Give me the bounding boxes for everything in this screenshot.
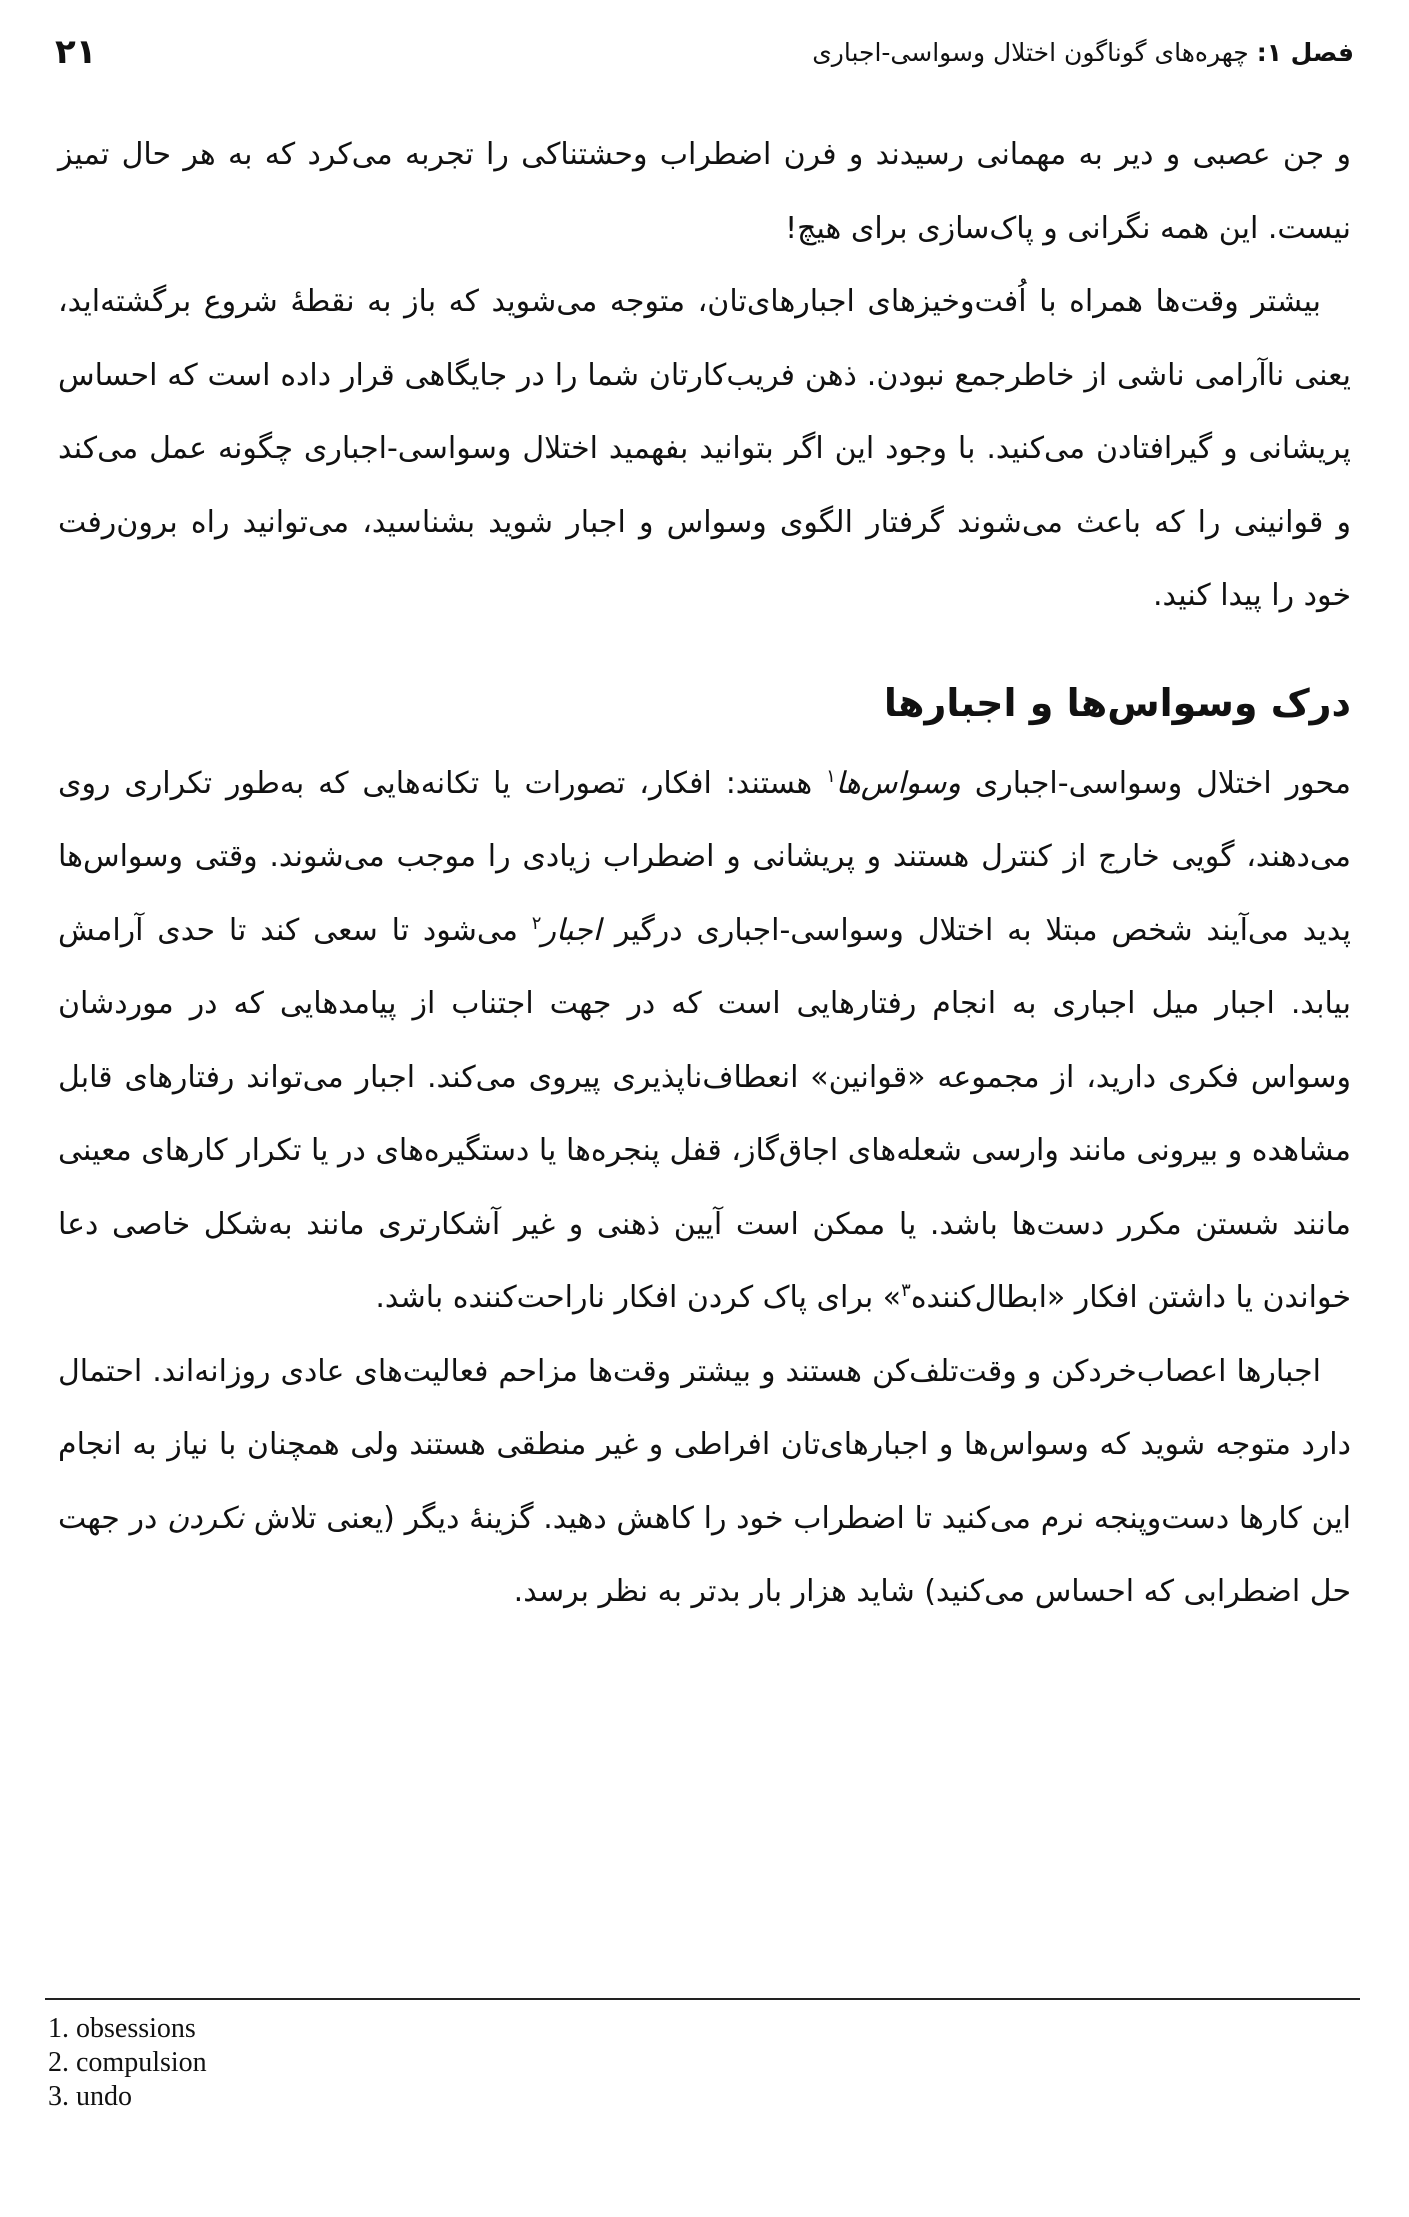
paragraph-3 [58,747,1351,1335]
paragraph-4 [58,1335,1351,1629]
chapter-label: فصل ۱: [1256,37,1354,67]
chapter-title [812,38,1354,67]
footnote-3: 3. undo [48,2081,132,2112]
emphasis-word: نکردن [167,1500,244,1536]
body-text [58,118,1351,1629]
footnote-divider [45,1998,1360,2000]
term-compulsion: اجبار [541,912,602,948]
running-head [55,22,1354,82]
footnote-1: 1. obsessions [48,2013,196,2044]
text-run: هستند: افکار، تصورات یا تکانه‌هایی که به‌طور تکراری روی می‌دهند، گویی خارج از کنترل هستند و پریشانی و اضطراب زیادی را موجب می‌شوند. وقتی وسواس‌ها پدید می‌آیند شخص مبتلا به اختلال وسواسی-اجباری درگیر [58,765,1351,948]
footnote-ref-3: ۳ [901,1280,911,1301]
footnotes [48,2012,207,2114]
text-run: اجبارها اعصاب‌خردکن و وقت‌تلف‌کن هستند و بیشتر وقت‌ها مزاحم فعالیت‌های عادی روزانه‌اند. احتمال دارد متوجه شوید که وسواس‌ها و اجبارهای‌تان افراطی و غیر منطقی هستند ولی همچنان با نیاز به انجام این کارها دست‌وپنجه نرم می‌کنید تا اضطراب خود را کاهش دهید. گزینهٔ دیگر (یعنی تلاش [58,1353,1352,1536]
page-number: ۲۱ [55,32,97,72]
paragraph-1: و جن عصبی و دیر به مهمانی رسیدند و فرن اضطراب وحشتناکی را تجربه می‌کرد که به هر حال تمیز نیست. این همه نگرانی و پاک‌سازی برای هیچ! [58,137,1351,246]
chapter-name: چهره‌های گوناگون اختلال وسواسی-اجباری [812,37,1249,67]
footnote-ref-2: ۲ [531,912,542,934]
text-run: » برای پاک کردن افکار ناراحت‌کننده باشد. [375,1280,902,1315]
text-run: محور اختلال وسواسی-اجباری [960,765,1351,801]
paragraph-2: بیشتر وقت‌ها همراه با اُفت‌وخیزهای اجبارهای‌تان، متوجه می‌شوید که باز به نقطهٔ شروع برگشته‌اید، یعنی ناآرامی ناشی از خاطرجمع نبودن. ذهن فریب‌کارتان شما را در جایگاهی قرار داده است که احساس پریشانی و گیرافتادن می‌کنید. با وجود این اگر بتوانید بفهمید اختلال وسواسی-اجباری چگونه عمل می‌کند و قوانینی را که باعث می‌شوند گرفتار الگوی وسواس و اجبار شوید بشناسید، می‌توانید راه برون‌رفت خود را پیدا کنید. [58,284,1351,613]
term-obsessions: وسواس‌ها [835,765,961,801]
footnote-ref-1: ۱ [826,765,836,787]
footnote-2: 2. compulsion [48,2047,207,2078]
section-heading: درک وسواس‌ها و اجبارها [883,680,1351,725]
text-run: می‌شود تا سعی کند تا حدی آرامش بیابد. اجبار میل اجباری به انجام رفتارهایی است که در جهت اجتناب از پیامدهایی که در موردشان وسواس فکری دارید، از مجموعه «قوانین» انعطاف‌ناپذیری پیروی می‌کند. اجبار می‌تواند رفتارهای قابل مشاهده و بیرونی مانند وارسی شعله‌های اجاق‌گاز، قفل پنجره‌ها یا دستگیره‌های در یا تکرار کارهای معینی مانند شستن مکرر دست‌ها باشد. یا ممکن است آیین ذهنی و غیر آشکارتری مانند به‌شکل خاصی دعا خواندن یا داشتن افکار «ابطال‌کننده [58,912,1351,1315]
text-run: در جهت حل اضطرابی که احساس می‌کنید) شاید هزار بار بدتر به نظر برسد. [58,1500,1351,1609]
